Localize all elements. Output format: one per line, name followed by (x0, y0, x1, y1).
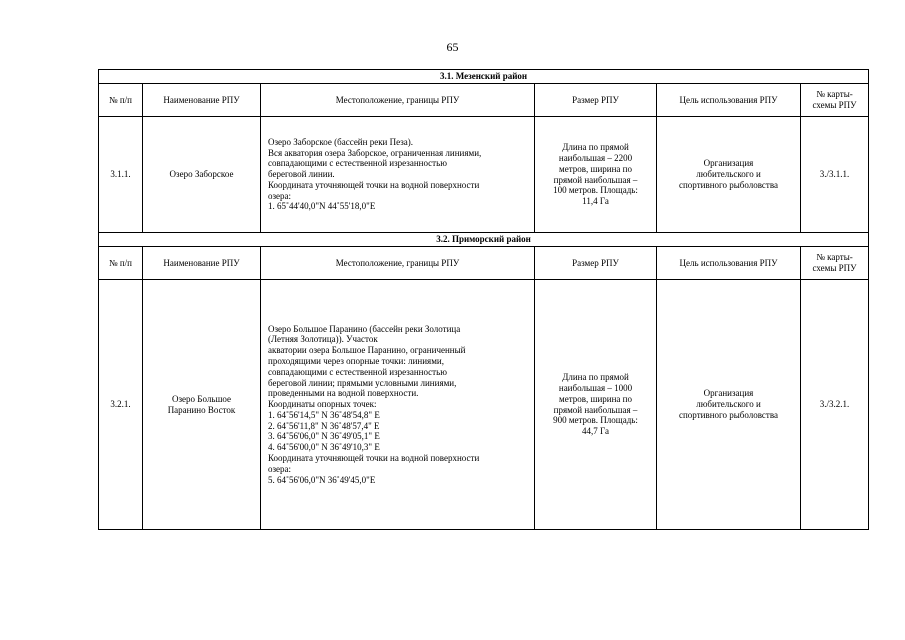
size-line: метров, ширина по (559, 163, 632, 174)
size-line: 11,4 Га (582, 196, 609, 207)
header-row (99, 247, 869, 280)
location-line: (Летняя Золотица)). Участок (268, 334, 378, 345)
location-line: 1. 64˚56'14,5" N 36˚48'54,8" E (268, 409, 380, 420)
location-line: совпадающими с естественной изрезанностью (268, 366, 447, 377)
cell-purpose (657, 117, 801, 233)
table-row (99, 117, 869, 233)
header-map-line: схемы РПУ (812, 263, 857, 273)
header-num: № п/п (99, 84, 143, 117)
location-line: 5. 64˚56'06,0"N 36˚49'45,0"E (268, 474, 376, 485)
cell-num: 3.1.1. (99, 117, 143, 233)
header-map-line: схемы РПУ (812, 100, 857, 110)
cell-map: 3./3.1.1. (801, 117, 869, 233)
header-map (801, 247, 869, 280)
header-purpose: Цель использования РПУ (657, 84, 801, 117)
name-line: Озеро Большое (172, 393, 231, 404)
size-line: 100 метров. Площадь: (553, 185, 638, 196)
location-line: 1. 65˚44'40,0"N 44˚55'18,0"E (268, 201, 376, 212)
purpose-line: спортивного рыболовства (679, 409, 778, 420)
size-line: наибольшая – 2200 (558, 152, 633, 163)
cell-location (261, 117, 535, 233)
header-size: Размер РПУ (535, 84, 657, 117)
section-title-row (99, 233, 869, 247)
size-line: прямой наибольшая – (553, 404, 638, 415)
header-row (99, 84, 869, 117)
size-line: 44,7 Га (582, 426, 609, 437)
location-line: проведенными на водной поверхности. (268, 388, 419, 399)
size-line: Длина по прямой (562, 372, 629, 383)
header-purpose: Цель использования РПУ (657, 247, 801, 280)
location-line: Координаты опорных точек: (268, 399, 377, 410)
header-map (801, 84, 869, 117)
location-line: 4. 64˚56'00,0" N 36˚49'10,3" E (268, 442, 380, 453)
rpu-table (98, 69, 869, 530)
purpose-line: Организация (703, 388, 754, 399)
section-title: 3.2. Приморский район (99, 233, 869, 247)
size-line: Длина по прямой (562, 142, 629, 153)
location-line: 2. 64˚56'11,8" N 36˚48'57,4" E (268, 420, 380, 431)
purpose-line: любительского и (696, 399, 761, 410)
header-name: Наименование РПУ (143, 84, 261, 117)
cell-size (535, 117, 657, 233)
location-line: озера: (268, 190, 292, 201)
location-line: Координата уточняющей точки на водной поверхности (268, 453, 480, 464)
section-title: 3.1. Мезенский район (99, 70, 869, 84)
cell-map: 3./3.2.1. (801, 280, 869, 530)
size-line: метров, ширина по (559, 393, 632, 404)
header-map-line: № карты- (816, 89, 853, 100)
cell-size (535, 280, 657, 530)
header-map-line: № карты- (816, 252, 853, 263)
purpose-line: спортивного рыболовства (679, 179, 778, 190)
header-location: Местоположение, границы РПУ (261, 247, 535, 280)
purpose-line: Организация (703, 158, 754, 169)
cell-name (143, 117, 261, 233)
name-line: Паранино Восток (167, 404, 236, 415)
location-line: береговой линии. (268, 169, 335, 180)
location-line: акватории озера Большое Паранино, ограниченный (268, 345, 466, 356)
header-num: № п/п (99, 247, 143, 280)
location-line: Озеро Заборское (бассейн реки Пеза). (268, 136, 414, 147)
cell-num: 3.2.1. (99, 280, 143, 530)
size-line: прямой наибольшая – (553, 174, 638, 185)
cell-purpose (657, 280, 801, 530)
section-title-row (99, 70, 869, 84)
location-line: озера: (268, 463, 292, 474)
table-row (99, 280, 869, 530)
location-line: береговой линии; прямыми условными линиями, (268, 377, 457, 388)
size-line: 900 метров. Площадь: (553, 415, 638, 426)
location-line: Координата уточняющей точки на водной поверхности (268, 179, 480, 190)
header-name: Наименование РПУ (143, 247, 261, 280)
location-line: Вся акватория озера Заборское, ограниченная линиями, (268, 147, 482, 158)
header-size: Размер РПУ (535, 247, 657, 280)
purpose-line: любительского и (696, 169, 761, 180)
location-line: 3. 64˚56'06,0" N 36˚49'05,1" E (268, 431, 380, 442)
size-line: наибольшая – 1000 (558, 382, 633, 393)
header-location: Местоположение, границы РПУ (261, 84, 535, 117)
location-line: Озеро Большое Паранино (бассейн реки Золотица (268, 323, 461, 334)
page-number: 65 (446, 40, 459, 54)
location-line: совпадающими с естественной изрезанностью (268, 158, 447, 169)
cell-name (143, 280, 261, 530)
name-line: Озеро Заборское (169, 169, 234, 180)
cell-location (261, 280, 535, 530)
location-line: проходящими через опорные точки: линиями, (268, 355, 444, 366)
